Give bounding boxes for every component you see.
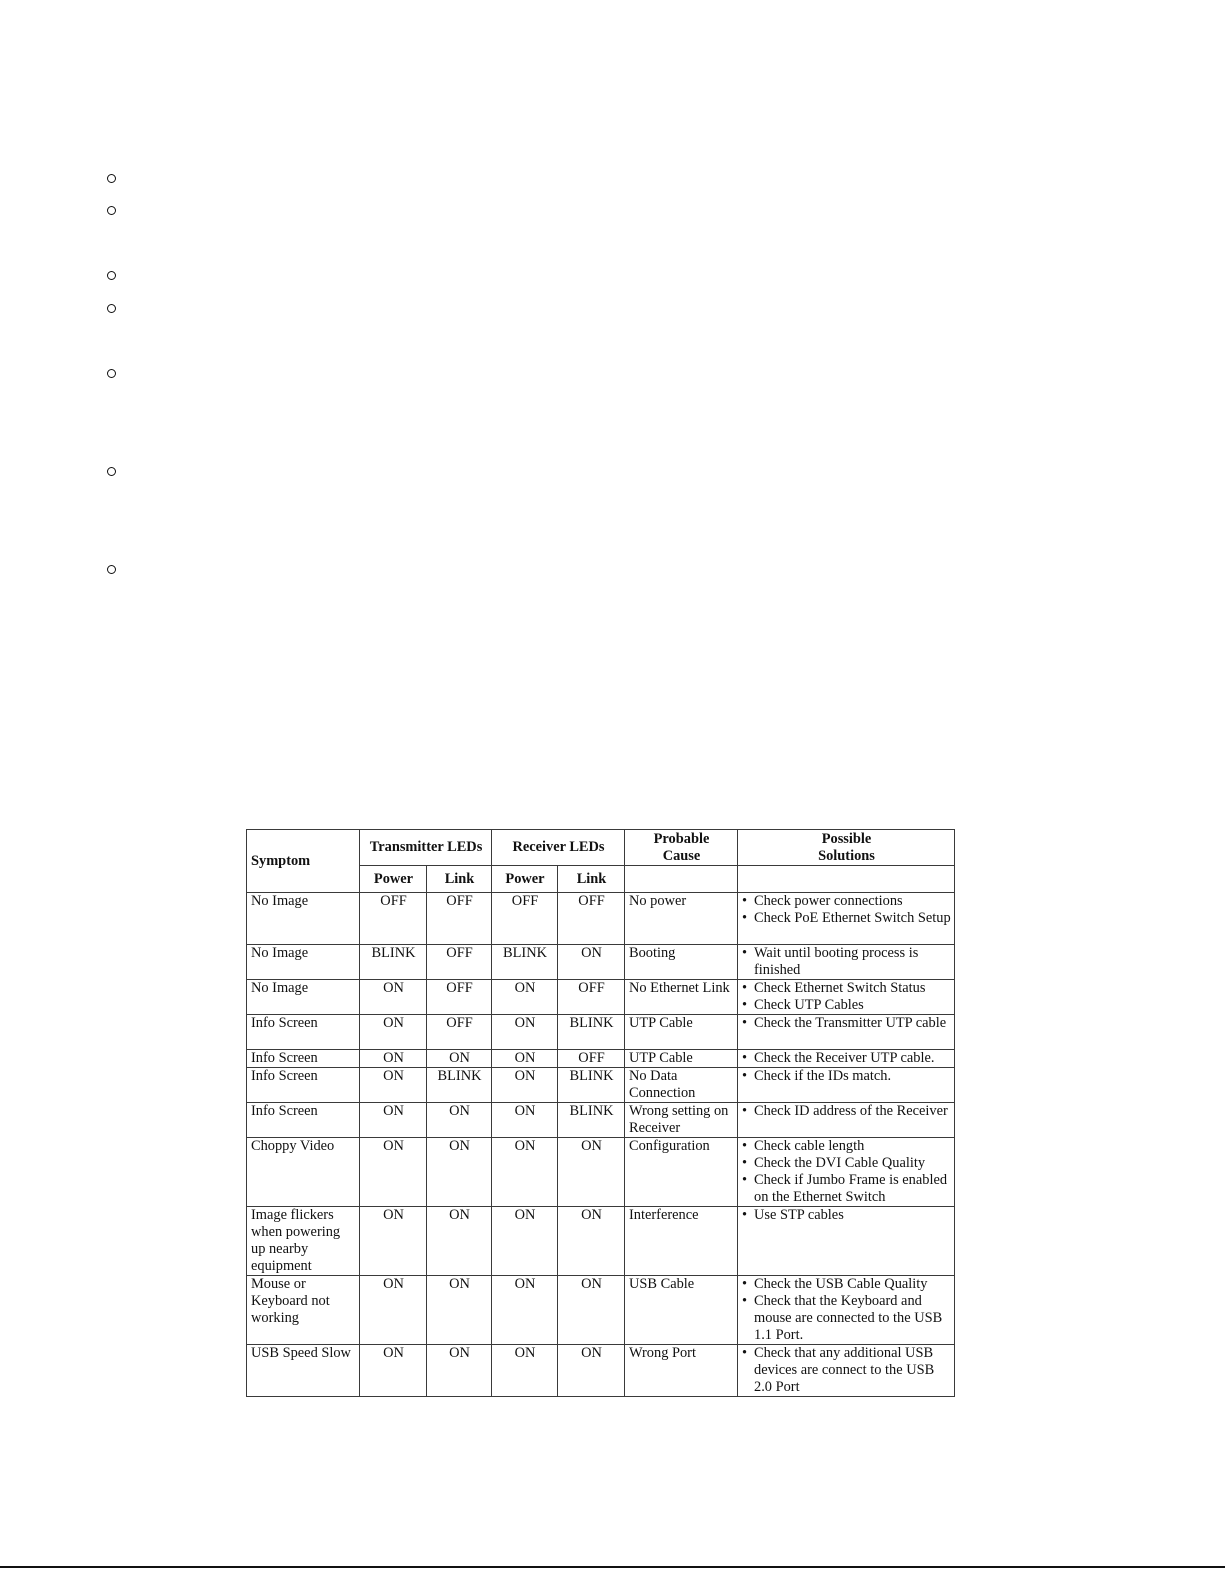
- table-row: [247, 1068, 955, 1103]
- rx-link-cell: BLINK: [558, 1103, 625, 1138]
- solution-item: • Check the USB Cable Quality: [742, 1276, 951, 1293]
- symptom-cell: Info Screen: [247, 1068, 360, 1103]
- tx-link-header: Link: [427, 866, 492, 893]
- symptom-cell: Info Screen: [247, 1103, 360, 1138]
- solutions-list: [742, 1050, 951, 1067]
- rx-link-cell: ON: [558, 1345, 625, 1397]
- rx-link-cell: ON: [558, 1276, 625, 1345]
- solutions-list: [742, 1345, 951, 1396]
- rx-link-header: Link: [558, 866, 625, 893]
- solution-item: • Check ID address of the Receiver: [742, 1103, 951, 1120]
- table-row: [247, 1276, 955, 1345]
- list-bullet-icon: [107, 206, 116, 215]
- rx-power-cell: OFF: [492, 893, 558, 945]
- tx-power-cell: ON: [360, 1068, 427, 1103]
- possible-solutions-cell: [738, 1276, 955, 1345]
- troubleshooting-table-container: [246, 829, 955, 1397]
- symptom-cell: Info Screen: [247, 1050, 360, 1068]
- solution-item: • Check Ethernet Switch Status: [742, 980, 951, 997]
- possible-solutions-cell: [738, 1068, 955, 1103]
- symptom-cell: Mouse or Keyboard not working: [247, 1276, 360, 1345]
- probable-cause-header: [625, 830, 738, 866]
- rx-power-cell: ON: [492, 1345, 558, 1397]
- solution-item: • Check the Transmitter UTP cable: [742, 1015, 951, 1032]
- probable-cause-cell: USB Cable: [625, 1276, 738, 1345]
- symptom-cell: Info Screen: [247, 1015, 360, 1050]
- list-bullet-icon: [107, 271, 116, 280]
- tx-power-cell: ON: [360, 1276, 427, 1345]
- table-row: [247, 980, 955, 1015]
- rx-power-cell: ON: [492, 1068, 558, 1103]
- list-bullet-icon: [107, 369, 116, 378]
- solutions-list: [742, 1068, 951, 1085]
- solution-item: • Check that the Keyboard and mouse are connected to the USB 1.1 Port.: [742, 1293, 951, 1344]
- possible-solutions-cell: [738, 893, 955, 945]
- solutions-list: [742, 1103, 951, 1120]
- rx-link-cell: ON: [558, 1138, 625, 1207]
- tx-link-cell: OFF: [427, 893, 492, 945]
- rx-power-cell: ON: [492, 1050, 558, 1068]
- possible-solutions-header-line1: Possible: [821, 830, 872, 847]
- table-row: [247, 1050, 955, 1068]
- tx-link-cell: BLINK: [427, 1068, 492, 1103]
- receiver-leds-header: Receiver LEDs: [492, 830, 625, 866]
- possible-solutions-cell: [738, 1015, 955, 1050]
- solution-item: • Check UTP Cables: [742, 997, 951, 1014]
- solution-item: • Check cable length: [742, 1138, 951, 1155]
- symptom-cell: No Image: [247, 893, 360, 945]
- rx-power-cell: BLINK: [492, 945, 558, 980]
- table-row: [247, 1103, 955, 1138]
- possible-solutions-cell: [738, 1207, 955, 1276]
- tx-link-cell: ON: [427, 1103, 492, 1138]
- possible-solutions-subheader-empty: [738, 866, 955, 893]
- table-row: [247, 1207, 955, 1276]
- troubleshooting-table: [246, 829, 955, 1397]
- rx-power-cell: ON: [492, 980, 558, 1015]
- tx-link-cell: OFF: [427, 945, 492, 980]
- solution-item: • Check if the IDs match.: [742, 1068, 951, 1085]
- solution-item: • Check PoE Ethernet Switch Setup: [742, 910, 951, 927]
- probable-cause-cell: Booting: [625, 945, 738, 980]
- probable-cause-header-line2: Cause: [662, 847, 701, 864]
- possible-solutions-cell: [738, 1050, 955, 1068]
- tx-power-cell: ON: [360, 1138, 427, 1207]
- symptom-cell: Image flickers when powering up nearby equipment: [247, 1207, 360, 1276]
- rx-power-cell: ON: [492, 1207, 558, 1276]
- tx-power-cell: ON: [360, 1207, 427, 1276]
- possible-solutions-cell: [738, 945, 955, 980]
- solutions-list: [742, 1207, 951, 1224]
- rx-link-cell: ON: [558, 1207, 625, 1276]
- table-row: [247, 1345, 955, 1397]
- rx-link-cell: OFF: [558, 1050, 625, 1068]
- solution-item: • Check if Jumbo Frame is enabled on the Ethernet Switch: [742, 1172, 951, 1206]
- table-body: [247, 893, 955, 1397]
- rx-link-cell: OFF: [558, 980, 625, 1015]
- probable-cause-cell: No power: [625, 893, 738, 945]
- probable-cause-cell: Wrong Port: [625, 1345, 738, 1397]
- solutions-list: [742, 893, 951, 927]
- symptom-cell: No Image: [247, 980, 360, 1015]
- probable-cause-cell: Interference: [625, 1207, 738, 1276]
- list-bullet-icon: [107, 174, 116, 183]
- possible-solutions-cell: [738, 1103, 955, 1138]
- possible-solutions-cell: [738, 1345, 955, 1397]
- solution-item: • Use STP cables: [742, 1207, 951, 1224]
- symptom-cell: Choppy Video: [247, 1138, 360, 1207]
- possible-solutions-cell: [738, 980, 955, 1015]
- solution-item: • Check the DVI Cable Quality: [742, 1155, 951, 1172]
- transmitter-leds-header: Transmitter LEDs: [360, 830, 492, 866]
- solutions-list: [742, 945, 951, 979]
- solution-item: • Check power connections: [742, 893, 951, 910]
- tx-power-header: Power: [360, 866, 427, 893]
- rx-link-cell: OFF: [558, 893, 625, 945]
- tx-power-cell: ON: [360, 1345, 427, 1397]
- probable-cause-cell: Wrong setting on Receiver: [625, 1103, 738, 1138]
- tx-link-cell: ON: [427, 1207, 492, 1276]
- probable-cause-cell: No Data Connection: [625, 1068, 738, 1103]
- probable-cause-cell: No Ethernet Link: [625, 980, 738, 1015]
- symptom-cell: USB Speed Slow: [247, 1345, 360, 1397]
- probable-cause-subheader-empty: [625, 866, 738, 893]
- probable-cause-cell: UTP Cable: [625, 1015, 738, 1050]
- symptom-cell: No Image: [247, 945, 360, 980]
- tx-power-cell: OFF: [360, 893, 427, 945]
- tx-power-cell: ON: [360, 1103, 427, 1138]
- rx-link-cell: ON: [558, 945, 625, 980]
- list-bullet-icon: [107, 304, 116, 313]
- table-row: [247, 1015, 955, 1050]
- solution-item: • Check the Receiver UTP cable.: [742, 1050, 951, 1067]
- probable-cause-header-line1: Probable: [653, 830, 710, 847]
- solution-item: • Check that any additional USB devices are connect to the USB 2.0 Port: [742, 1345, 951, 1396]
- rx-power-cell: ON: [492, 1015, 558, 1050]
- tx-link-cell: OFF: [427, 1015, 492, 1050]
- solutions-list: [742, 1276, 951, 1344]
- probable-cause-cell: UTP Cable: [625, 1050, 738, 1068]
- tx-power-cell: ON: [360, 1050, 427, 1068]
- tx-link-cell: ON: [427, 1050, 492, 1068]
- table-row: [247, 893, 955, 945]
- table-row: [247, 945, 955, 980]
- rx-link-cell: BLINK: [558, 1068, 625, 1103]
- tx-link-cell: ON: [427, 1138, 492, 1207]
- possible-solutions-cell: [738, 1138, 955, 1207]
- rx-power-header: Power: [492, 866, 558, 893]
- possible-solutions-header-line2: Solutions: [818, 847, 875, 864]
- solutions-list: [742, 1015, 951, 1032]
- solutions-list: [742, 1138, 951, 1206]
- possible-solutions-header: [738, 830, 955, 866]
- tx-power-cell: ON: [360, 980, 427, 1015]
- rx-power-cell: ON: [492, 1103, 558, 1138]
- solution-item: • Wait until booting process is finished: [742, 945, 951, 979]
- table-row: [247, 1138, 955, 1207]
- probable-cause-cell: Configuration: [625, 1138, 738, 1207]
- tx-power-cell: BLINK: [360, 945, 427, 980]
- tx-link-cell: ON: [427, 1276, 492, 1345]
- rx-link-cell: BLINK: [558, 1015, 625, 1050]
- rx-power-cell: ON: [492, 1138, 558, 1207]
- tx-power-cell: ON: [360, 1015, 427, 1050]
- rx-power-cell: ON: [492, 1276, 558, 1345]
- tx-link-cell: OFF: [427, 980, 492, 1015]
- tx-link-cell: ON: [427, 1345, 492, 1397]
- list-bullet-icon: [107, 467, 116, 476]
- symptom-header: Symptom: [247, 830, 360, 893]
- solutions-list: [742, 980, 951, 1014]
- list-bullet-icon: [107, 565, 116, 574]
- table-header-row: [247, 830, 955, 866]
- page-bottom-rule: [0, 1566, 1225, 1568]
